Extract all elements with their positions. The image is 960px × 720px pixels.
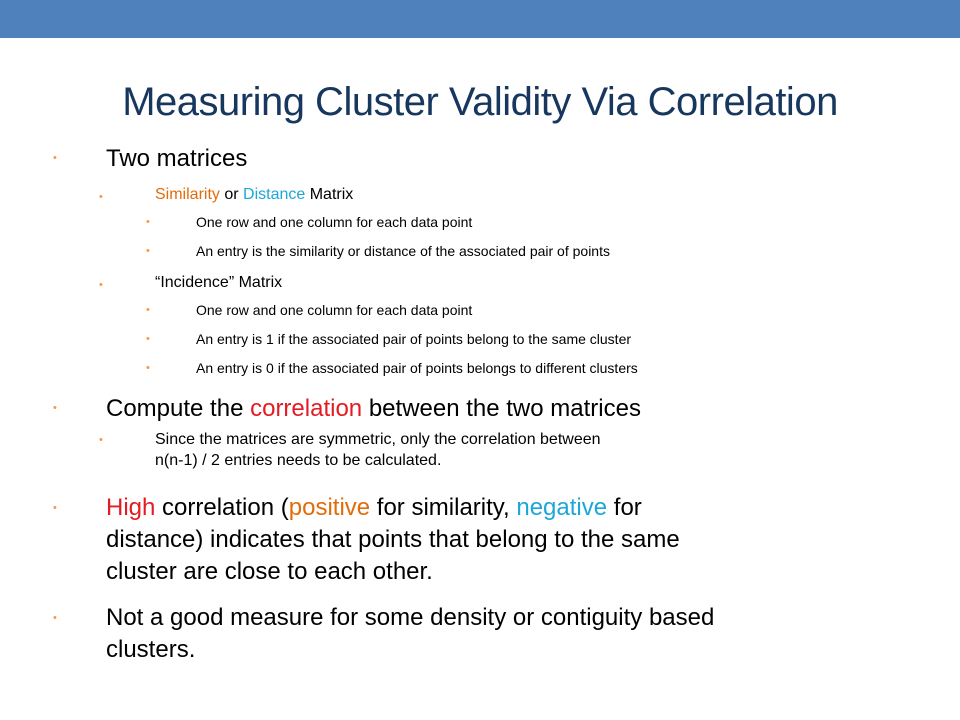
bullet-marker: •: [146, 304, 150, 316]
top-accent-bar: [0, 0, 960, 38]
high-p3: for: [607, 494, 642, 521]
bullet-entry-one: An entry is 1 if the associated pair of points belong to the same cluster: [196, 331, 632, 347]
symmetric-line-2: n(n-1) / 2 entries needs to be calculated.: [155, 452, 442, 469]
bullet-marker: •: [53, 612, 57, 624]
bullet-two-matrices: Two matrices: [106, 145, 248, 172]
high-line-1: [106, 492, 680, 524]
high-line-2: distance) indicates that points that belong to the same: [106, 526, 680, 553]
bullet-row-column-1: One row and one column for each data point: [196, 214, 473, 230]
or-text: or: [219, 186, 244, 203]
bullet-marker: •: [99, 279, 103, 291]
high-p1: correlation (: [155, 494, 289, 521]
compute-pre: Compute the: [106, 395, 251, 422]
bullet-compute-correlation: [106, 393, 641, 425]
bullet-high-correlation: [106, 492, 680, 588]
negative-term: negative: [516, 494, 608, 521]
bullet-marker: •: [146, 362, 150, 374]
high-p2: for similarity,: [370, 494, 517, 521]
bullet-marker: •: [146, 245, 150, 257]
symmetric-line-1: Since the matrices are symmetric, only the correlation between: [155, 431, 601, 448]
similarity-term: Similarity: [155, 186, 220, 203]
bullet-symmetric-note: [155, 429, 601, 471]
bullet-marker: •: [53, 402, 57, 414]
measure-line-1: Not a good measure for some density or contiguity based: [106, 604, 715, 631]
bullet-not-good-measure: [106, 602, 714, 666]
bullet-marker: •: [53, 152, 57, 164]
bullet-entry-similarity: An entry is the similarity or distance of the associated pair of points: [196, 243, 610, 259]
bullet-entry-zero: An entry is 0 if the associated pair of points belongs to different clusters: [196, 360, 638, 376]
bullet-marker: •: [146, 333, 150, 345]
positive-term: positive: [288, 494, 371, 521]
bullet-marker: •: [53, 502, 57, 514]
matrix-text: Matrix: [305, 186, 354, 203]
bullet-incidence-matrix: “Incidence” Matrix: [155, 274, 283, 291]
bullet-similarity-distance-matrix: [155, 184, 353, 205]
bullet-marker: •: [146, 216, 150, 228]
compute-post: between the two matrices: [362, 395, 641, 422]
bullet-marker: •: [99, 191, 103, 203]
bullet-row-column-2: One row and one column for each data point: [196, 302, 473, 318]
high-line-3: cluster are close to each other.: [106, 558, 433, 585]
high-term: High: [106, 494, 156, 521]
correlation-term: correlation: [250, 395, 363, 422]
slide-title: Measuring Cluster Validity Via Correlation: [122, 80, 838, 124]
distance-term: Distance: [243, 186, 306, 203]
measure-line-2: clusters.: [106, 636, 196, 663]
bullet-marker: •: [99, 434, 103, 446]
